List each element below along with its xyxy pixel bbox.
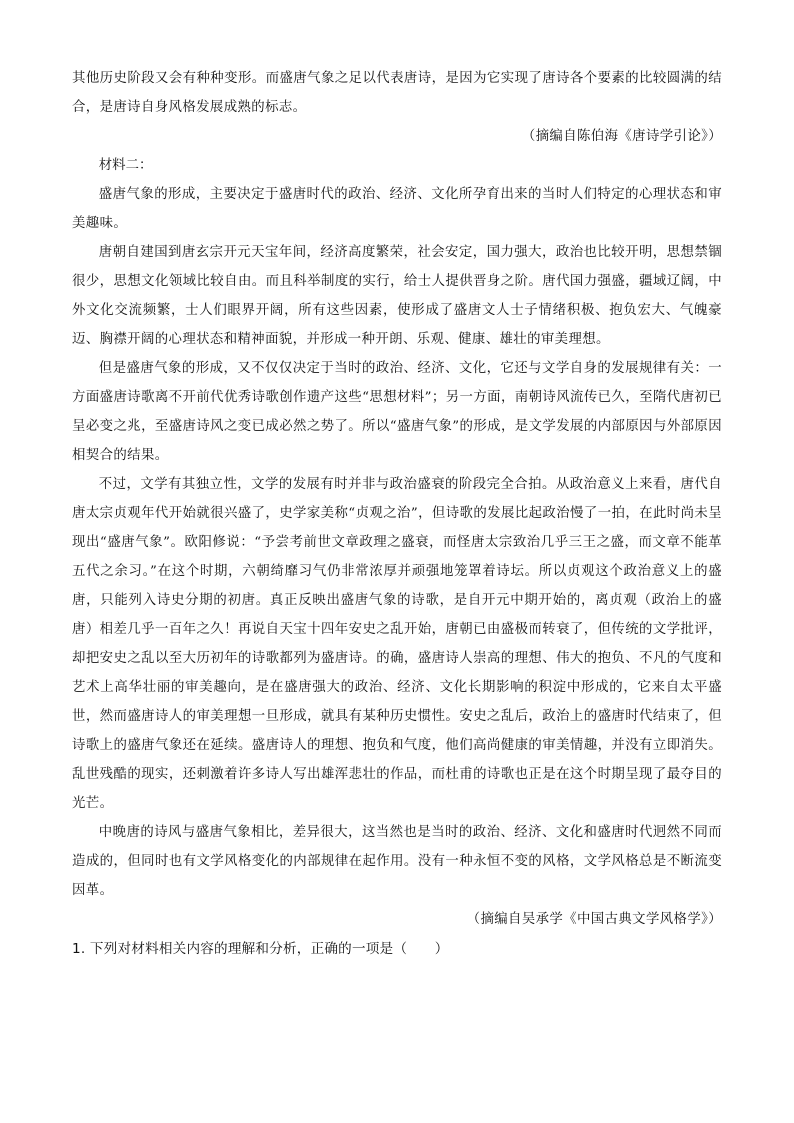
material2-paragraph-2: 唐朝自建国到唐玄宗开元天宝年间，经济高度繁荣，社会安定，国力强大，政治也比较开明，思想禁锢很少，思想文化领域比较自由。而且科举制度的实行，给士人提供晋身之阶。唐代国力强盛，疆域辽阔，中外文化交流频繁，士人们眼界开阔，所有这些因素，使形成了盛唐文人士子情绪积极、抱负宏大、气魄豪迈、胸襟开阔的心理状态和精神面貌，并形成一种开朗、乐观、健康、雄壮的审美理想。: [72, 245, 722, 347]
material2-paragraph-5: 中晚唐的诗风与盛唐气象相比，差异很大，这当然也是当时的政治、经济、文化和盛唐时代迥然不同而造成的，但同时也有文学风格变化的内部规律在起作用。没有一种永恒不变的风格，文学风格总是不断流变因革。: [72, 825, 722, 898]
material2-paragraph-4: 不过，文学有其独立性，文学的发展有时并非与政治盛衰的阶段完全合拍。从政治意义上来看，唐代自唐太宗贞观年代开始就很兴盛了，史学家美称“贞观之治”，但诗歌的发展比起政治慢了一拍，在此时尚未呈现出“盛唐气象”。欧阳修说：“予尝考前世文章政理之盛衰，而怪唐太宗致治几乎三王之盛，而文章不能革五代之余习。”在这个时期，六朝绮靡习气仍非常浓厚并顽强地笼罩着诗坛。所以贞观这个政治意义上的盛唐，只能列入诗史分期的初唐。真正反映出盛唐气象的诗歌，是自开元中期开始的，离贞观（政治上的盛唐）相差几乎一百年之久！再说自天宝十四年安史之乱开始，唐朝已由盛极而转衰了，但传统的文学批评，却把安史之乱以至大历初年的诗歌都列为盛唐诗。的确，盛唐诗人崇高的理想、伟大的抱负、不凡的气度和艺术上高华壮丽的审美趣向，是在盛唐强大的政治、经济、文化长期影响的积淀中形成的，它来自太平盛世，然而盛唐诗人的审美理想一旦形成，就具有某种历史惯性。安史之乱后，政治上的盛唐时代结束了，但诗歌上的盛唐气象还在延续。盛唐诗人的理想、抱负和气度，他们高尚健康的审美情趣，并没有立即消失。乱世残酷的现实，还刺激着许多诗人写出雄浑悲壮的作品，而杜甫的诗歌也正是在这个时期呈现了最夺目的光芒。: [72, 477, 722, 811]
document-body: [72, 64, 722, 964]
material2-paragraph-3: 但是盛唐气象的形成，又不仅仅决定于当时的政治、经济、文化，它还与文学自身的发展规律有关：一方面盛唐诗歌离不开前代优秀诗歌创作遗产这些“思想材料”；另一方面，南朝诗风流传已久，至隋代唐初已呈必变之兆，至盛唐诗风之变已成必然之势了。所以“盛唐气象”的形成，是文学发展的内部原因与外部原因相契合的结果。: [72, 361, 722, 463]
material1-continuation: 其他历史阶段又会有种种变形。而盛唐气象之足以代表唐诗，是因为它实现了唐诗各个要素的比较圆满的结合，是唐诗自身风格发展成熟的标志。: [72, 71, 722, 115]
material2-heading: 材料二：: [98, 158, 153, 173]
material1-source: （摘编自陈伯海《唐诗学引论》）: [521, 129, 722, 144]
question-1-stem: 1. 下列对材料相关内容的理解和分析，正确的一项是（ ）: [72, 941, 449, 957]
material2-source: （摘编自吴承学《中国古典文学风格学》）: [466, 912, 722, 927]
material2-paragraph-1: 盛唐气象的形成，主要决定于盛唐时代的政治、经济、文化所孕育出来的当时人们特定的心理状态和审美趣味。: [72, 187, 722, 231]
